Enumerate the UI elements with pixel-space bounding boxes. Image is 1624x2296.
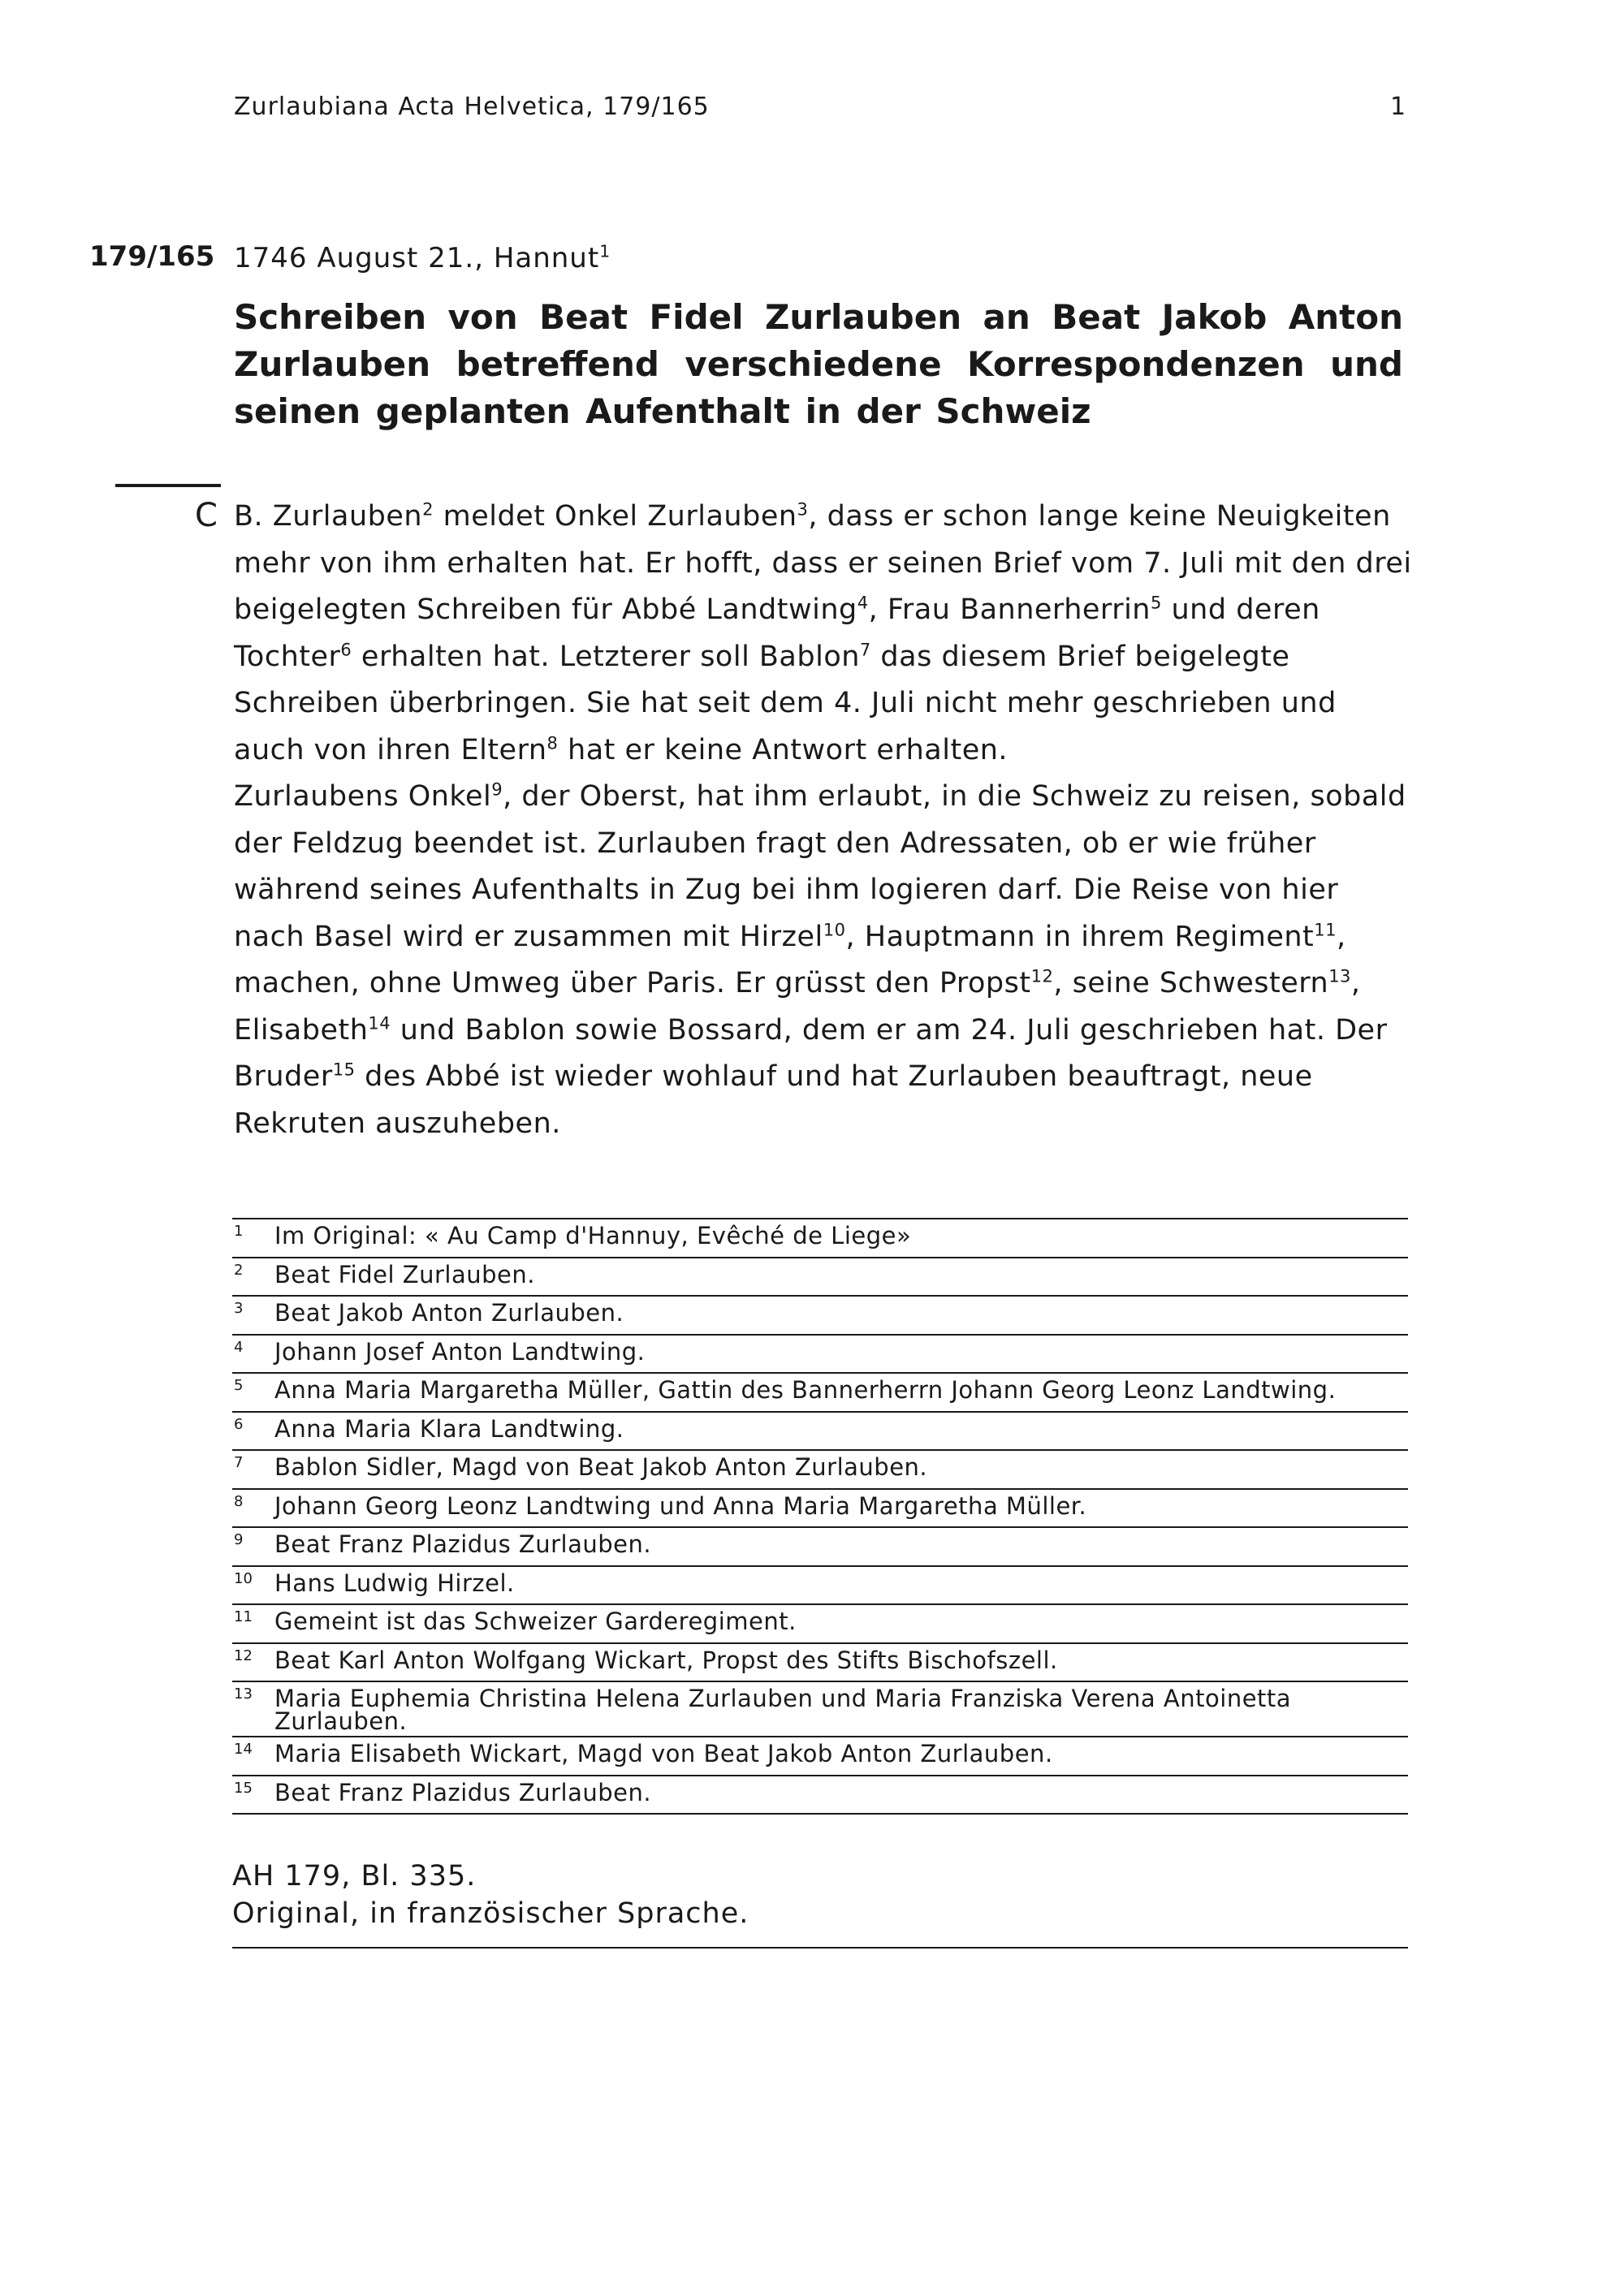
regest-line	[234, 637, 1419, 684]
footnote-ref: 3	[797, 499, 809, 520]
regest-line	[234, 544, 1419, 591]
footnote-number: 13	[234, 1685, 253, 1703]
footnote-number: 5	[234, 1377, 244, 1394]
regest-line	[234, 497, 1419, 544]
regest-text: , dass er schon lange keine Neuigkeiten	[808, 500, 1391, 533]
footnote-text: Johann Josef Anton Landtwing.	[274, 1337, 646, 1366]
footnote-text: Maria Elisabeth Wickart, Magd von Beat Jakob Anton Zurlauben.	[274, 1740, 1053, 1767]
footnote-row	[232, 1528, 1408, 1567]
regest-text: Elisabeth	[234, 1013, 369, 1047]
footnote-ref: 6	[340, 639, 352, 659]
footnote-number: 12	[234, 1646, 253, 1664]
footnote-number: 15	[234, 1779, 253, 1797]
footnote-row	[232, 1451, 1408, 1490]
footnote-text: Beat Franz Plazidus Zurlauben.	[274, 1778, 652, 1806]
regest-text: der Feldzug beendet ist. Zurlauben fragt den Adressaten, ob er wie früher	[234, 826, 1316, 860]
regest-text: während seines Aufenthalts in Zug bei ihm logieren darf. Die Reise von hier	[234, 874, 1339, 906]
regest-text: ,	[1337, 920, 1346, 953]
footnote-number: 3	[234, 1300, 244, 1317]
footnote-row	[232, 1219, 1408, 1258]
footnote-text: Gemeint ist das Schweizer Garderegiment.	[274, 1608, 797, 1635]
footnote-row	[232, 1644, 1408, 1683]
regest-text: Bruder	[234, 1060, 333, 1093]
footnote-ref: 9	[491, 779, 503, 800]
running-title: Zurlaubiana Acta Helvetica, 179/165	[234, 93, 710, 121]
footnote-number: 2	[234, 1261, 244, 1279]
footnote-text: Beat Fidel Zurlauben.	[274, 1260, 535, 1288]
footnote-row	[232, 1737, 1408, 1776]
footnotes	[232, 1218, 1408, 1815]
regest-text: Tochter	[234, 640, 341, 673]
regest-text: auch von ihren Eltern	[234, 733, 547, 766]
regest-line	[234, 777, 1419, 824]
regest-text: beigelegten Schreiben für Abbé Landtwing	[234, 593, 857, 626]
footnote-number: 7	[234, 1454, 244, 1471]
regest-text: Zurlaubens Onkel	[234, 780, 492, 813]
footnote-row	[232, 1413, 1408, 1452]
regest-text: meldet Onkel Zurlauben	[433, 500, 797, 533]
footnote-text: Maria Euphemia Christina Helena Zurlauben und Maria Franziska Verena Antoinetta Zurlauben.	[274, 1685, 1292, 1735]
regest-line	[234, 824, 1419, 871]
footnote-ref: 15	[332, 1060, 356, 1080]
regest-text: machen, ohne Umweg über Paris. Er grüsst den Propst	[234, 967, 1031, 999]
footnote-number: 1	[234, 1223, 244, 1240]
footnote-row	[232, 1336, 1408, 1375]
regest-line	[234, 731, 1419, 778]
regest-line	[234, 917, 1419, 965]
footnote-text: Anna Maria Margaretha Müller, Gattin des Bannerherrn Johann Georg Leonz Landtwing.	[274, 1376, 1337, 1404]
regest-text: nach Basel wird er zusammen mit Hirzel	[234, 920, 823, 953]
regest-text: mehr von ihm erhalten hat. Er hofft, dass er seinen Brief vom 7. Juli mit den drei	[234, 546, 1412, 580]
regest-line	[234, 684, 1419, 731]
regest-text: B. Zurlauben	[234, 500, 423, 533]
page-number: 1	[1390, 93, 1406, 121]
footnote-number: 8	[234, 1492, 244, 1510]
regest-line	[234, 870, 1419, 917]
regest-line	[234, 590, 1419, 637]
regest-text: hat er keine Antwort erhalten.	[558, 733, 1009, 766]
footnote-number: 4	[234, 1338, 244, 1356]
footnote-number: 14	[234, 1741, 253, 1758]
footnote-ref: 11	[1314, 919, 1337, 939]
footnote-ref: 8	[546, 732, 559, 753]
margin-rule	[115, 484, 221, 487]
footnote-ref: 7	[859, 639, 871, 659]
footnote-ref: 4	[857, 593, 869, 613]
regest-text: und Bablon sowie Bossard, dem er am 24. Juli geschrieben hat. Der	[391, 1013, 1388, 1047]
margin-letter: C	[195, 497, 218, 534]
footnote-text: Hans Ludwig Hirzel.	[274, 1569, 515, 1597]
regest-text: , Hauptmann in ihrem Regiment	[845, 920, 1315, 953]
footnote-text: Johann Georg Leonz Landtwing und Anna Maria Margaretha Müller.	[274, 1491, 1087, 1520]
regest-text: Schreiben überbringen. Sie hat seit dem 4. Juli nicht mehr geschrieben und	[234, 687, 1337, 719]
date-place-text: 1746 August 21., Hannut	[234, 242, 600, 274]
footnote-text: Im Original: « Au Camp d'Hannuy, Evêché de Liege»	[274, 1222, 912, 1249]
footnote-row	[232, 1682, 1408, 1737]
regest-text: erhalten hat. Letzterer soll Bablon	[352, 640, 860, 673]
document-title: Schreiben von Beat Fidel Zurlauben an Beat Jakob Anton Zurlauben betreffend verschiedene Korrespondenzen und seinen geplanten Aufenthalt in der Schweiz	[234, 297, 1403, 431]
footnote-row	[232, 1490, 1408, 1529]
regest-text: des Abbé ist wieder wohlauf und hat Zurlauben beauftragt, neue	[355, 1060, 1313, 1093]
footnote-text: Bablon Sidler, Magd von Beat Jakob Anton Zurlauben.	[274, 1453, 928, 1481]
footnote-ref: 13	[1328, 966, 1351, 986]
footnote-row	[232, 1605, 1408, 1644]
regest-text: , der Oberst, hat ihm erlaubt, in die Schweiz zu reisen, sobald	[503, 780, 1406, 813]
regest-text: und deren	[1161, 593, 1320, 626]
source-block	[232, 1858, 1408, 1949]
footnote-row	[232, 1297, 1408, 1336]
regest-text: Rekruten auszuheben.	[234, 1107, 561, 1140]
footnote-number: 11	[234, 1608, 253, 1625]
footnote-text: Beat Karl Anton Wolfgang Wickart, Propst des Stifts Bischofszell.	[274, 1646, 1058, 1674]
footnote-text: Beat Jakob Anton Zurlauben.	[274, 1299, 624, 1327]
footnote-row	[232, 1374, 1408, 1413]
regest-text: ,	[1350, 967, 1361, 999]
footnote-row	[232, 1567, 1408, 1606]
regest-line	[234, 1057, 1419, 1104]
document-number: 179/165	[89, 240, 215, 273]
footnote-ref: 14	[368, 1012, 391, 1033]
footnote-number: 10	[234, 1569, 253, 1587]
footnote-ref: 10	[823, 919, 846, 939]
regest-body	[234, 497, 1419, 1150]
footnote-text: Beat Franz Plazidus Zurlauben.	[274, 1530, 652, 1558]
regest-line	[234, 1104, 1419, 1151]
footnote-ref: 12	[1030, 966, 1054, 986]
footnote-text: Anna Maria Klara Landtwing.	[274, 1414, 624, 1443]
footnote-ref: 5	[1151, 593, 1162, 613]
regest-line	[234, 1011, 1419, 1058]
regest-text: das diesem Brief beigelegte	[870, 640, 1290, 673]
footnote-number: 9	[234, 1531, 244, 1548]
regest-line	[234, 964, 1419, 1011]
source-reference: AH 179, Bl. 335.	[232, 1860, 477, 1892]
footnote-ref: 2	[422, 499, 434, 520]
regest-text: , Frau Bannerherrin	[868, 593, 1151, 626]
date-place-footnote-ref: 1	[599, 241, 611, 261]
footnote-number: 6	[234, 1415, 244, 1433]
footnote-row	[232, 1258, 1408, 1297]
date-place	[234, 242, 611, 274]
source-description: Original, in französischer Sprache.	[232, 1897, 749, 1930]
regest-text: , seine Schwestern	[1053, 967, 1329, 999]
footnote-row	[232, 1776, 1408, 1815]
